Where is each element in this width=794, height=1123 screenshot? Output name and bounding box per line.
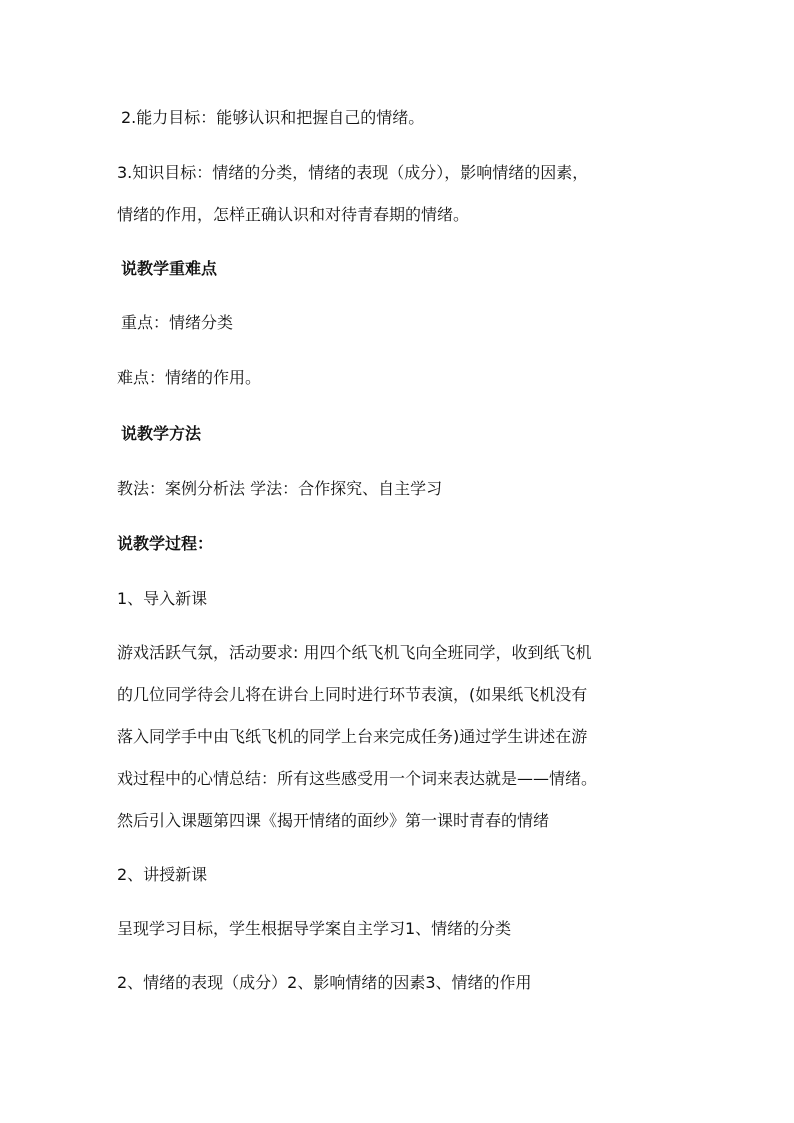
heading-teaching-methods: 说教学方法 <box>121 424 202 443</box>
paragraph-line-5: 然后引入课题第四课《揭开情绪的面纱》第一课时青春的情绪 <box>117 811 550 830</box>
line-teach-new-lesson: 2、讲授新课 <box>117 865 208 884</box>
line-knowledge-goal-cont: 情绪的作用，怎样正确认识和对待青春期的情绪。 <box>117 205 470 224</box>
line-knowledge-goal: 3.知识目标：情绪的分类，情绪的表现（成分），影响情绪的因素， <box>117 163 589 182</box>
line-key-point: 重点：情绪分类 <box>121 313 234 332</box>
line-ability-goal: 2.能力目标：能够认识和把握自己的情绪。 <box>121 108 425 127</box>
line-present-goals: 呈现学习目标，学生根据导学案自主学习1、情绪的分类 <box>117 919 512 938</box>
paragraph-line-2: 的几位同学待会儿将在讲台上同时进行环节表演，(如果纸飞机没有 <box>117 685 588 704</box>
heading-key-difficult-points: 说教学重难点 <box>121 259 218 278</box>
line-emotion-aspects: 2、情绪的表现（成分）2、影响情绪的因素3、情绪的作用 <box>117 973 532 992</box>
paragraph-line-4: 戏过程中的心情总结：所有这些感受用一个词来表达就是——情绪。 <box>117 769 598 788</box>
line-intro-new-lesson: 1、导入新课 <box>117 589 208 608</box>
paragraph-line-1: 游戏活跃气氛，活动要求: 用四个纸飞机飞向全班同学，收到纸飞机 <box>117 643 592 662</box>
line-difficult-point: 难点：情绪的作用。 <box>117 368 262 387</box>
paragraph-line-3: 落入同学手中由飞纸飞机的同学上台来完成任务)通过学生讲述在游 <box>117 727 588 746</box>
heading-teaching-process: 说教学过程： <box>117 534 214 553</box>
line-teaching-methods: 教法：案例分析法 学法：合作探究、自主学习 <box>117 479 443 498</box>
